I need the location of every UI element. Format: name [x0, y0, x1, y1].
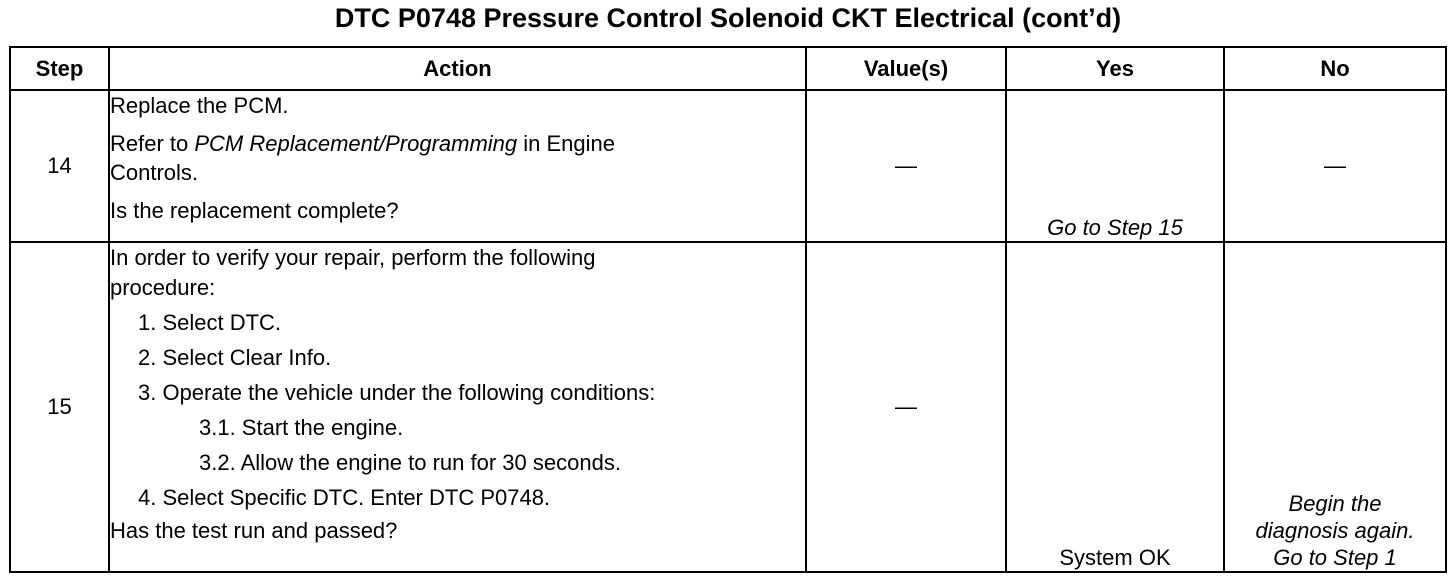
action-cell — [109, 242, 806, 572]
procedure-item: 2. Select Clear Info. — [138, 345, 332, 370]
no-cell — [1224, 242, 1446, 572]
header-no: No — [1224, 47, 1446, 90]
action-line: Replace the PCM. — [110, 93, 289, 118]
action-line: In order to verify your repair, perform the following — [110, 245, 596, 270]
no-result-line: diagnosis again. — [1255, 518, 1415, 543]
diagnostic-table — [9, 46, 1447, 573]
step-number: 14 — [10, 90, 109, 242]
procedure-subitem: 3.2. Allow the engine to run for 30 seconds. — [199, 450, 621, 475]
action-text: Refer to — [110, 131, 195, 156]
action-question: Is the replacement complete? — [110, 198, 399, 223]
value-cell: — — [806, 90, 1006, 242]
table-row-step-15 — [10, 242, 1446, 572]
yes-result: System OK — [1059, 545, 1171, 570]
value-cell: — — [806, 242, 1006, 572]
procedure-subitem: 3.1. Start the engine. — [199, 415, 404, 440]
no-cell: — — [1224, 90, 1446, 242]
header-step: Step — [10, 47, 109, 90]
procedure-item: 1. Select DTC. — [138, 310, 282, 335]
procedure-item: 3. Operate the vehicle under the following conditions: — [138, 380, 656, 405]
action-cell — [109, 90, 806, 242]
procedure-item: 4. Select Specific DTC. Enter DTC P0748. — [138, 485, 551, 510]
yes-cell — [1006, 242, 1224, 572]
no-result-line: Begin the — [1288, 491, 1382, 516]
reference-link: PCM Replacement/Programming — [194, 131, 518, 156]
header-value: Value(s) — [806, 47, 1006, 90]
no-result-line: Go to Step 1 — [1273, 545, 1397, 570]
page-title: DTC P0748 Pressure Control Solenoid CKT Electrical (cont’d) — [334, 3, 1122, 33]
no-result — [1225, 490, 1445, 571]
action-line: Controls. — [110, 160, 199, 185]
header-yes: Yes — [1006, 47, 1224, 90]
step-number: 15 — [10, 242, 109, 572]
action-text: in Engine — [517, 131, 616, 156]
action-line: procedure: — [110, 275, 216, 300]
yes-result: Go to Step 15 — [1047, 215, 1183, 240]
header-action: Action — [109, 47, 806, 90]
yes-cell — [1006, 90, 1224, 242]
table-header-row — [10, 47, 1446, 90]
action-question: Has the test run and passed? — [110, 518, 398, 543]
action-line — [110, 129, 805, 158]
table-row-step-14 — [10, 90, 1446, 242]
